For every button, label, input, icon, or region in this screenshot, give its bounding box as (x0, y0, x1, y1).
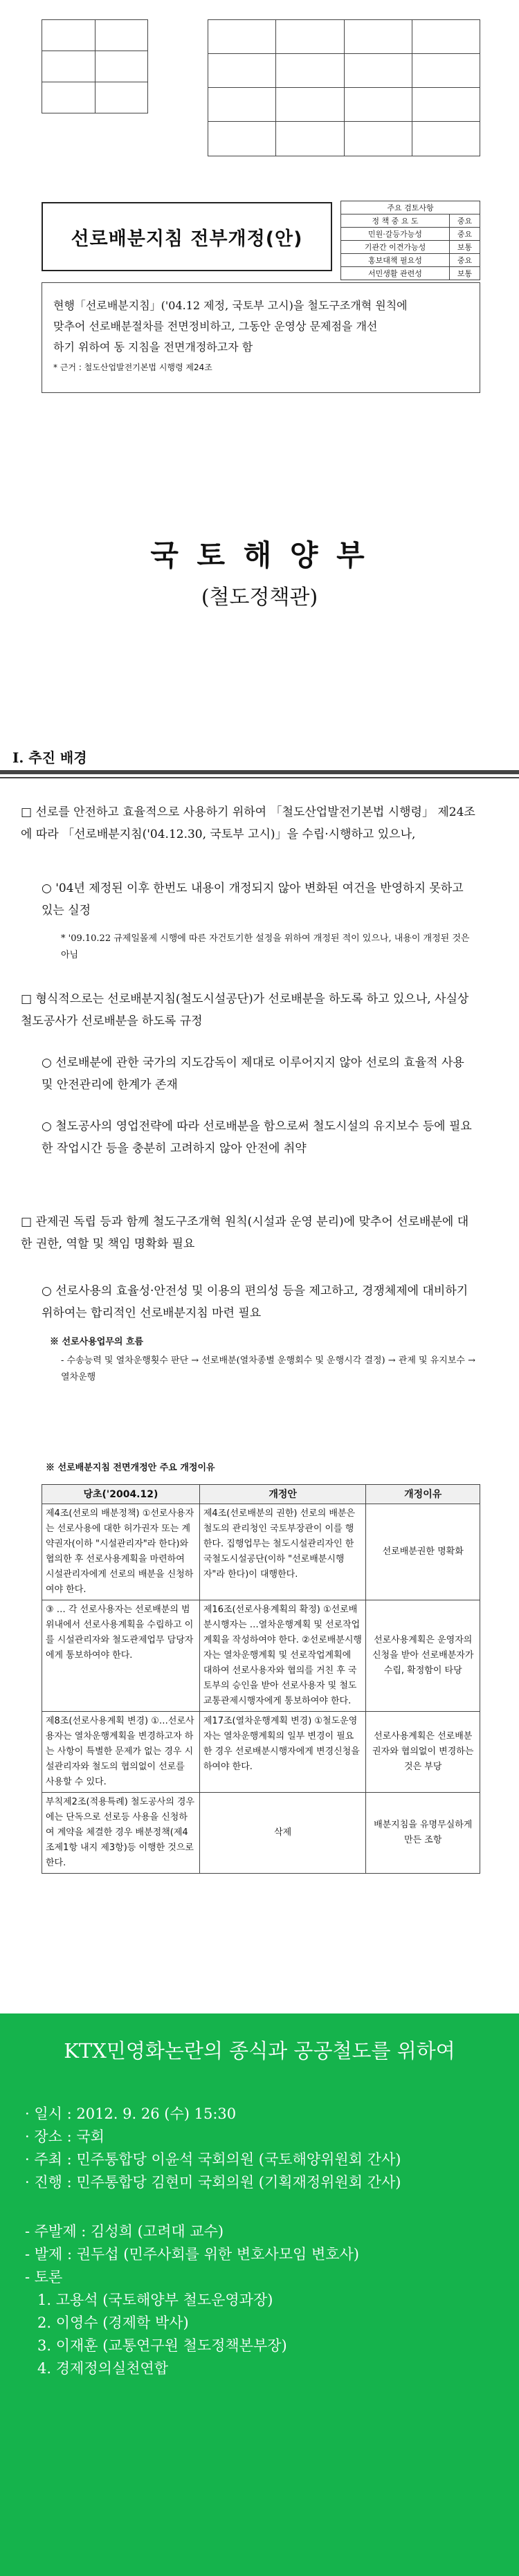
section-heading (0, 744, 519, 771)
event-moderator: · 진행 : 민주통합당 김현미 국회의원 (기획재정위원회 간사) (25, 2174, 401, 2191)
event-keynote: - 주발제 : 김성희 (고려대 교수) (25, 2223, 224, 2240)
cell-original: 제4조(선로의 배분정책) ①선로사용자는 선로사용에 대한 허가권자 또는 계약권자(이하 "시설관리자"라 한다)와 협의한 후 선로사용계획을 마련하여 시설관리자에게 선로의 배분을 신청하여야 한다. (42, 1504, 200, 1600)
cell-revision: 제16조(선로사용계획의 확정) ①선로배분시행자는 …열차운행계획 및 선로작업계획을 작성하여야 한다. ②선로배분시행자는 열차운행계획 및 선로작업계획에 대하여 선로사용자와 협의를 거친 후 국토부의 승인을 받아 선로사용자 및 철도교통관제시행자에게 통보하여야 한다. (199, 1600, 366, 1712)
review-classification-table (340, 201, 480, 280)
column-header: 개정이유 (366, 1485, 480, 1504)
classification-label: 홍보대책 필요성 (341, 254, 450, 267)
background-paragraph: ○ 선로배분에 관한 국가의 지도감독이 제대로 이루어지지 않아 선로의 효율적 사용 및 안전관리에 한계가 존재 (42, 1056, 464, 1092)
panelist-item: 1. 고용석 (국토해양부 철도운영과장) (37, 2292, 273, 2308)
background-paragraph: □ 선로를 안전하고 효율적으로 사용하기 위하여 「철도산업발전기본법 시행령」 제24조에 따라 「선로배분지침('04.12.30, 국토부 고시)」을 수립·시행하고 있으나, (21, 805, 475, 841)
event-date: · 일시 : 2012. 9. 26 (수) 15:30 (25, 2105, 237, 2122)
event-presenter: - 발제 : 권두섭 (민주사회를 위한 변호사모임 변호사) (25, 2246, 360, 2263)
event-host: · 주최 : 민주통합당 이윤석 국회의원 (국토해양위원회 간사) (25, 2151, 401, 2168)
background-paragraph: ○ 선로사용의 효율성·안전성 및 이용의 편의성 등을 제고하고, 경쟁체제에 대비하기 위하여는 합리적인 선로배분지침 마련 필요 (42, 1284, 468, 1320)
cell-reason: 선로배분권한 명확화 (366, 1504, 480, 1600)
panelist-item: 2. 이영수 (경제학 박사) (37, 2314, 189, 2331)
cell-revision: 제17조(열차운행계획 변경) ①철도운영자는 열차운행계획의 일부 변경이 필요한 경우 선로배분시행자에게 변경신청을 하여야 한다. (199, 1712, 366, 1793)
cell-original: ③ … 각 선로사용자는 선로배분의 범위내에서 선로사용계획을 수립하고 이를 시설관리자와 철도관제업무 담당자에게 통보하여야 한다. (42, 1600, 200, 1712)
background-note: * '09.10.22 규제일몰제 시행에 따른 자건토기한 설정을 위하여 개정된 적이 있으나, 내용이 개정된 것은 아님 (61, 933, 470, 960)
classification-value: 보통 (449, 241, 480, 254)
ministry-dept: (철도정책관) (201, 585, 318, 610)
approval-grid-left (42, 19, 148, 113)
cell-reason: 배분지침을 유명무실하게 만든 조항 (366, 1793, 480, 1874)
table-row (42, 1793, 480, 1874)
panelist-item: 4. 경제정의실천연합 (37, 2360, 168, 2377)
summary-line: 맞추어 선로배분절차를 전면정비하고, 그동안 운영상 문제점을 개선 (53, 320, 378, 333)
cell-revision: 제4조(선로배분의 권한) 선로의 배분은 철도의 관리청인 국토부장관이 이를 행한다. 집행업무는 철도시설관리자인 한국철도시설공단(이하 "선로배분시행자"라 한다)이 대행한다. (199, 1504, 366, 1600)
classification-label: 정 책 중 요 도 (341, 214, 450, 228)
table-row (42, 1504, 480, 1600)
heading-rule-thin (0, 777, 519, 778)
classification-label: 민원·갈등가능성 (341, 228, 450, 241)
document-title: 선로배분지침 전부개정(안) (42, 202, 332, 271)
cell-revision: 삭제 (199, 1793, 366, 1874)
ministry-name: 국 토 해 양 부 (150, 538, 369, 572)
panelist-item: 3. 이재훈 (교통연구원 철도정책본부장) (37, 2337, 287, 2354)
classification-value: 중요 (449, 254, 480, 267)
classification-label: 서민생활 관련성 (341, 267, 450, 280)
background-paragraph: ○ 철도공사의 영업전략에 따라 선로배분을 함으로써 철도시설의 유지보수 등에 필요한 작업시간 등을 충분히 고려하지 않아 안전에 취약 (42, 1120, 472, 1155)
table-row (42, 1712, 480, 1793)
event-place: · 장소 : 국회 (25, 2128, 104, 2145)
event-banner (0, 2013, 519, 2576)
table-caption: ※ 선로배분지침 전면개정안 주요 개정이유 (46, 1463, 215, 1473)
flow-description: - 수송능력 및 열차운행횟수 판단 → 선로배분(열차종별 운행회수 및 운행시각 결정) → 관제 및 유지보수 → 열차운행 (61, 1355, 475, 1382)
table-row (42, 1600, 480, 1712)
classification-value: 중요 (449, 228, 480, 241)
event-panel-heading: - 토론 (25, 2269, 63, 2285)
column-header: 개정안 (199, 1485, 366, 1504)
section-heading-text: Ⅰ. 추진 배경 (12, 749, 87, 766)
summary-line: 하기 위하여 동 지침을 전면개정하고자 함 (53, 340, 253, 354)
approval-grid-right (208, 19, 480, 156)
background-paragraph: □ 관제권 독립 등과 함께 철도구조개혁 원칙(시설과 운영 분리)에 맞추어 선로배분에 대한 권한, 역할 및 책임 명확화 필요 (21, 1215, 469, 1251)
classification-value: 중요 (449, 214, 480, 228)
cell-reason: 선로사용계획은 선로배분권자와 협의없이 변경하는 것은 부당 (366, 1712, 480, 1793)
column-header: 당초('2004.12) (42, 1485, 200, 1504)
summary-note: * 근거 : 철도산업발전기본법 시행령 제24조 (53, 363, 212, 372)
flow-heading: ※ 선로사용업무의 흐름 (50, 1337, 144, 1347)
classification-value: 보통 (449, 267, 480, 280)
event-title: KTX민영화논란의 종식과 공공철도를 위하여 (64, 2039, 455, 2063)
cell-reason: 선로사용계획은 운영자의 신청을 받아 선로배분자가 수립, 확정함이 타당 (366, 1600, 480, 1712)
classification-label: 기관간 이견가능성 (341, 241, 450, 254)
heading-rule (0, 770, 519, 774)
revision-comparison-table (42, 1484, 480, 1874)
classification-header: 주요 검토사항 (341, 201, 480, 214)
background-paragraph: ○ '04년 제정된 이후 한번도 내용이 개정되지 않아 변화된 여건을 반영하지 못하고 있는 실정 (42, 881, 464, 917)
cell-original: 부칙제2조(적용특례) 철도공사의 경우에는 단독으로 선로등 사용을 신청하여 계약을 체결한 경우 배분정책(제4조제1항 내지 제3항)등 이행한 것으로 한다. (42, 1793, 200, 1874)
summary-box (42, 282, 480, 393)
summary-line: 현행「선로배분지침」('04.12 제정, 국토부 고시)을 철도구조개혁 원칙에 (53, 299, 408, 312)
background-paragraph: □ 형식적으로는 선로배분지침(철도시설공단)가 선로배분을 하도록 하고 있으나, 사실상 철도공사가 선로배분을 하도록 규정 (21, 992, 469, 1028)
cell-original: 제8조(선로사용계획 변경) ①…선로사용자는 열차운행계획을 변경하고자 하는 사항이 특별한 문제가 없는 경우 시설관리자와 철도의 협의없이 선로를 사용할 수 있다. (42, 1712, 200, 1793)
